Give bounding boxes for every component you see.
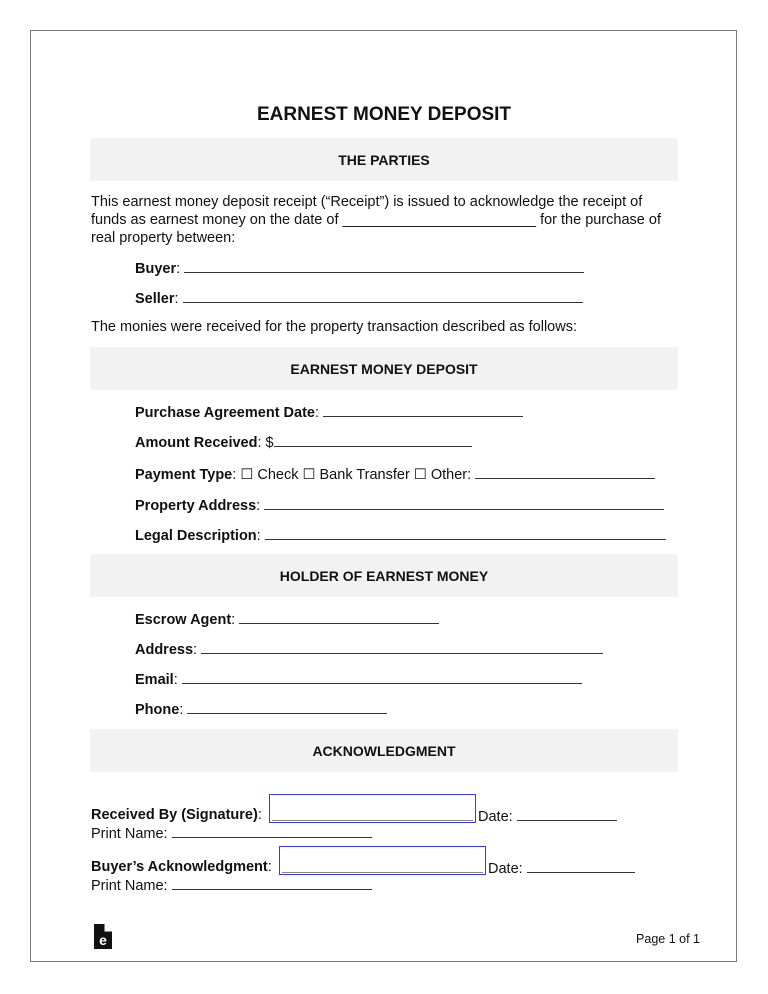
section-header-label: EARNEST MONEY DEPOSIT	[290, 360, 478, 377]
escrow-agent-label: Escrow Agent	[135, 612, 232, 628]
section-header-holder	[90, 554, 678, 597]
seller-label: Seller	[135, 291, 175, 307]
option-bank-transfer-label: Bank Transfer	[319, 467, 410, 483]
intro-text-cont: for the purchase of real property between:	[91, 212, 661, 246]
eforms-logo-icon	[94, 924, 112, 949]
amount-row: Amount Received: $	[135, 433, 472, 451]
holder-phone-label: Phone	[135, 702, 180, 718]
section-header-label: THE PARTIES	[338, 151, 430, 168]
svg-text:e: e	[99, 932, 107, 948]
buyer-ack-label: Buyer’s Acknowledgment	[91, 859, 268, 875]
checkbox-other[interactable]: ☐	[413, 467, 427, 483]
received-by-signature-box[interactable]	[269, 794, 476, 823]
other-payment-field[interactable]	[475, 465, 655, 479]
section-header-label: ACKNOWLEDGMENT	[312, 742, 456, 759]
document-title: EARNEST MONEY DEPOSIT	[256, 104, 512, 125]
received-by-print-name-field[interactable]	[172, 824, 372, 838]
buyer-ack-date-row	[488, 859, 635, 877]
property-address-label: Property Address	[135, 498, 257, 514]
buyer-ack-print-name-field[interactable]	[172, 876, 372, 890]
received-by-label-wrap: Received By (Signature):	[91, 807, 262, 823]
received-by-print-name-row	[91, 824, 372, 842]
buyer-ack-label-wrap: Buyer’s Acknowledgment:	[91, 859, 272, 875]
buyer-field[interactable]	[184, 259, 584, 273]
seller-field[interactable]	[183, 289, 583, 303]
section-header-parties	[90, 138, 678, 181]
checkbox-bank-transfer[interactable]: ☐	[302, 467, 316, 483]
received-by-date-row	[478, 807, 617, 825]
section-header-acknowledgment	[90, 729, 678, 772]
date-label: Date:	[488, 861, 523, 877]
section-header-label: HOLDER OF EARNEST MONEY	[279, 567, 489, 584]
holder-email-field[interactable]	[182, 670, 582, 684]
buyer-row: Buyer:	[135, 259, 584, 277]
holder-phone-row: Phone:	[135, 700, 387, 718]
escrow-agent-field[interactable]	[239, 610, 439, 624]
received-by-label: Received By (Signature)	[91, 807, 258, 823]
legal-description-label: Legal Description	[135, 528, 257, 544]
currency-symbol: $	[265, 435, 274, 451]
option-other-label: Other:	[430, 467, 472, 483]
intro-text: This earnest money deposit receipt (“Receipt”) is issued to acknowledge the receipt of funds as earnest money on the date of	[91, 194, 643, 228]
payment-type-row: Payment Type: ☐ Check ☐ Bank Transfer ☐ Other:	[135, 465, 655, 483]
received-by-date-field[interactable]	[517, 807, 617, 821]
option-check-label: Check	[257, 467, 299, 483]
property-address-row: Property Address:	[135, 496, 664, 514]
buyer-ack-print-name-row	[91, 876, 372, 894]
amount-label: Amount Received	[135, 435, 258, 451]
legal-description-row: Legal Description:	[135, 526, 666, 544]
purchase-date-field[interactable]	[323, 403, 523, 417]
payment-type-label: Payment Type	[135, 467, 233, 483]
holder-address-label: Address	[135, 642, 194, 658]
escrow-agent-row: Escrow Agent:	[135, 610, 439, 628]
parties-intro	[91, 193, 681, 247]
purchase-date-row: Purchase Agreement Date:	[135, 403, 523, 421]
holder-email-row: Email:	[135, 670, 582, 688]
holder-phone-field[interactable]	[187, 700, 387, 714]
buyer-ack-signature-box[interactable]	[279, 846, 486, 875]
section-header-deposit	[90, 347, 678, 390]
checkbox-check[interactable]: ☐	[240, 467, 254, 483]
print-name-label: Print Name:	[91, 878, 168, 894]
date-label: Date:	[478, 809, 513, 825]
seller-row: Seller:	[135, 289, 583, 307]
purchase-date-label: Purchase Agreement Date	[135, 405, 315, 421]
print-name-label: Print Name:	[91, 826, 168, 842]
buyer-label: Buyer	[135, 261, 177, 277]
page-number: Page 1 of 1	[636, 932, 700, 946]
holder-address-field[interactable]	[201, 640, 603, 654]
legal-description-field[interactable]	[265, 526, 666, 540]
holder-email-label: Email	[135, 672, 174, 688]
property-address-field[interactable]	[264, 496, 664, 510]
holder-address-row: Address:	[135, 640, 603, 658]
receipt-date-field[interactable]: ________________________	[342, 212, 537, 228]
buyer-ack-date-field[interactable]	[527, 859, 635, 873]
amount-field[interactable]	[274, 433, 472, 447]
parties-closing: The monies were received for the property transaction described as follows:	[91, 319, 577, 335]
